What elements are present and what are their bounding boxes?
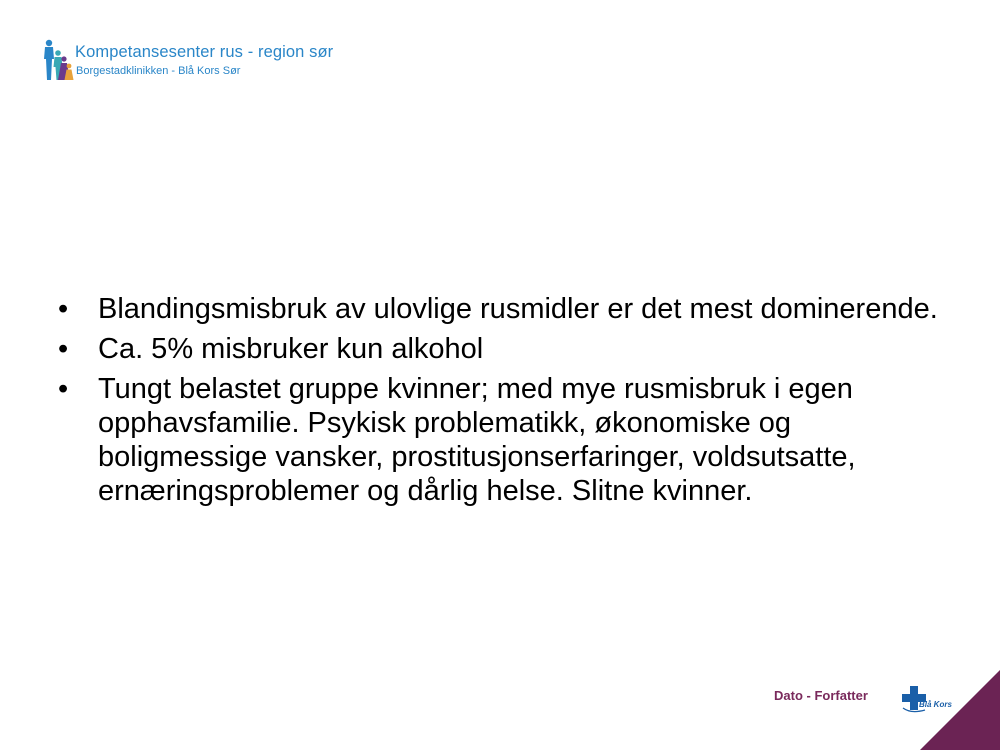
- bullet-text: Blandingsmisbruk av ulovlige rusmidler er det mest dominerende.: [98, 293, 938, 325]
- bullet-text: Ca. 5% misbruker kun alkohol: [98, 333, 484, 365]
- bullet-text: Tungt belastet gruppe kvinner; med mye rusmisbruk i egen opphavsfamilie. Psykisk problematikk, økonomiske og boligmessige vansker, prostitusjonserfaringer, voldsutsatte, ernæringsproblemer og dårlig helse. Slitne kvinner.: [98, 373, 856, 507]
- bullet-item: [58, 292, 958, 326]
- bullet-mark: •: [58, 293, 69, 325]
- organization-name: Kompetansesenter rus - region sør: [75, 43, 334, 61]
- footer-date-author: Dato - Forfatter: [774, 688, 868, 703]
- corner-triangle-decoration: [920, 670, 1000, 750]
- organization-subtitle: Borgestadklinikken - Blå Kors Sør: [76, 65, 241, 77]
- bullet-item: [58, 332, 958, 366]
- header-logo: [40, 38, 340, 84]
- people-figures-icon: [40, 38, 74, 82]
- bullet-mark: •: [58, 333, 69, 365]
- bullet-mark: •: [58, 373, 69, 405]
- bullet-list: [58, 292, 958, 514]
- bullet-item: [58, 372, 958, 508]
- bla-kors-label: Blå Kors: [919, 700, 952, 709]
